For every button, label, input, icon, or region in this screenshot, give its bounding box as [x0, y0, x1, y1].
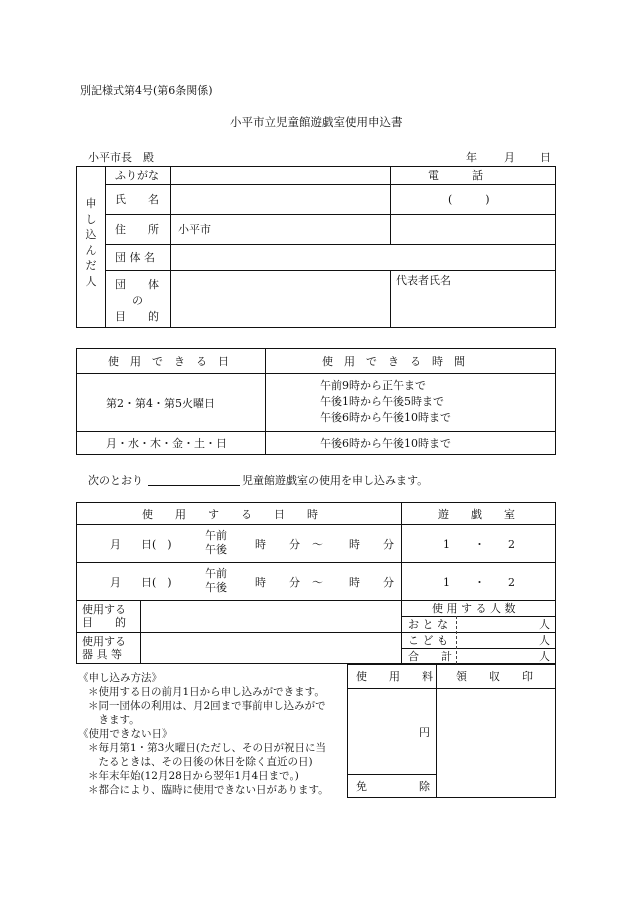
slot-pm[interactable]: 午後 [205, 543, 227, 556]
schedule-time-2: 午後6時から午後10時まで [320, 437, 451, 450]
slot-hour-end: 時 [349, 538, 360, 551]
people-header: 使 用 す る 人 数 [432, 602, 516, 615]
representative-label: 代表者氏名 [396, 274, 451, 287]
slot-minute-end: 分 [383, 576, 394, 589]
schedule-day-1: 第2・第4・第5火曜日 [106, 397, 215, 410]
applicant-side-label: 申し込んだ人 [85, 197, 97, 288]
form-number: 別記様式第4号(第6条関係) [80, 84, 213, 97]
phone-label: 電 話 [428, 169, 483, 182]
furigana-label: ふりがな [115, 169, 159, 182]
adults-count-field[interactable] [457, 617, 535, 631]
schedule-time-1b: 午後1時から午後5時まで [320, 395, 444, 408]
usage-col-room: 遊 戯 室 [438, 508, 515, 521]
address-label: 住 所 [115, 223, 159, 236]
slot-hour-start: 時 [255, 576, 266, 589]
usage-slot-2[interactable] [77, 563, 400, 599]
schedule-day-2: 月・水・木・金・土・日 [106, 437, 227, 450]
slot-month: 月 [110, 538, 121, 551]
notes-line-7: ＊都合により、臨時に使用できない日があります。 [88, 784, 329, 796]
children-label: こ ど も [408, 634, 448, 647]
usage-col-datetime: 使 用 す る 日 時 [142, 508, 318, 521]
slot-day: 日( ) [141, 538, 172, 551]
total-label: 合 計 [408, 650, 452, 663]
phone-paren[interactable]: ( ) [448, 193, 490, 206]
name-label: 氏 名 [115, 193, 159, 206]
notes-heading-apply: 《申し込み方法》 [78, 672, 162, 684]
notes-line-3: きます。 [88, 714, 140, 726]
total-count-field[interactable] [457, 649, 535, 663]
equipment-label-1: 使用する [82, 635, 126, 648]
fee-amount-field[interactable] [348, 689, 418, 773]
group-purpose-label-3: 目 的 [115, 310, 159, 323]
room-option-1[interactable]: 1 [443, 538, 450, 551]
notes-line-5: たるときは、その日後の休日を除く直近の日) [88, 756, 313, 768]
notes-line-4: ＊毎月第1・第3火曜日(ただし、その日が祝日に当 [88, 742, 326, 754]
slot-pm[interactable]: 午後 [205, 581, 227, 594]
hall-name-blank[interactable] [148, 485, 240, 486]
purpose-label-1: 使用する [82, 603, 126, 616]
schedule-time-1c: 午後6時から午後10時まで [320, 411, 451, 424]
room-option-2[interactable]: 2 [508, 538, 515, 551]
slot-hour-start: 時 [255, 538, 266, 551]
representative-field[interactable] [391, 290, 555, 327]
addressee: 小平市長 殿 [88, 151, 154, 164]
slot-minute-end: 分 [383, 538, 394, 551]
slot-hour-end: 時 [349, 576, 360, 589]
receipt-label: 領 収 印 [456, 670, 533, 683]
room-option-2[interactable]: 2 [508, 576, 515, 589]
notes-line-1: ＊使用する日の前月1日から申し込みができます。 [88, 686, 325, 698]
schedule-col-time: 使 用 で き る 時 間 [322, 355, 465, 368]
group-purpose-field[interactable] [171, 271, 389, 327]
date-day: 日 [540, 151, 551, 164]
notes-line-6: ＊年末年始(12月28日から翌年1月4日まで。) [88, 770, 299, 782]
equipment-field[interactable] [141, 633, 400, 663]
slot-am[interactable]: 午前 [205, 567, 227, 580]
total-unit: 人 [539, 650, 550, 663]
room-dot: ・ [474, 576, 485, 589]
date-year: 年 [466, 151, 477, 164]
slot-month: 月 [110, 576, 121, 589]
children-count-field[interactable] [457, 633, 535, 647]
slot-tilde: ～ [312, 538, 323, 551]
page-title: 小平市立児童館遊戯室使用申込書 [230, 115, 403, 129]
notes-line-2: ＊同一団体の利用は、月2回まで事前申し込みがで [88, 700, 326, 712]
notes-heading-closed: 《使用できない日》 [78, 728, 173, 740]
exempt-label-2: 除 [419, 780, 430, 793]
fee-label: 使 用 料 [356, 670, 433, 683]
slot-tilde: ～ [312, 576, 323, 589]
group-purpose-label-2: の [132, 294, 143, 307]
schedule-time-1a: 午前9時から正午まで [320, 379, 426, 392]
receipt-stamp-area[interactable] [437, 689, 555, 797]
statement-before: 次のとおり [88, 474, 143, 487]
address-value[interactable]: 小平市 [178, 223, 211, 236]
date-month: 月 [504, 151, 515, 164]
group-name-label: 団 体 名 [115, 251, 155, 264]
adults-unit: 人 [539, 618, 550, 631]
usage-slot-1[interactable] [77, 525, 400, 561]
slot-am[interactable]: 午前 [205, 529, 227, 542]
furigana-field[interactable] [171, 167, 389, 183]
exempt-label: 免 [356, 780, 367, 793]
slot-day: 日( ) [141, 576, 172, 589]
purpose-field[interactable] [141, 601, 400, 631]
group-purpose-label-1: 団 体 [115, 278, 159, 291]
room-dot: ・ [474, 538, 485, 551]
slot-minute-start: 分 [289, 576, 300, 589]
yen-unit: 円 [419, 726, 430, 739]
equipment-label-2: 器 具 等 [82, 648, 122, 661]
name-field[interactable] [171, 185, 389, 213]
slot-minute-start: 分 [289, 538, 300, 551]
statement-after: 児童館遊戯室の使用を申し込みます。 [242, 474, 429, 487]
schedule-col-day: 使 用 で き る 日 [108, 355, 229, 368]
children-unit: 人 [539, 634, 550, 647]
purpose-label-2: 目 的 [82, 616, 126, 629]
room-option-1[interactable]: 1 [443, 576, 450, 589]
adults-label: お と な [408, 618, 448, 631]
group-name-field[interactable] [171, 245, 555, 269]
